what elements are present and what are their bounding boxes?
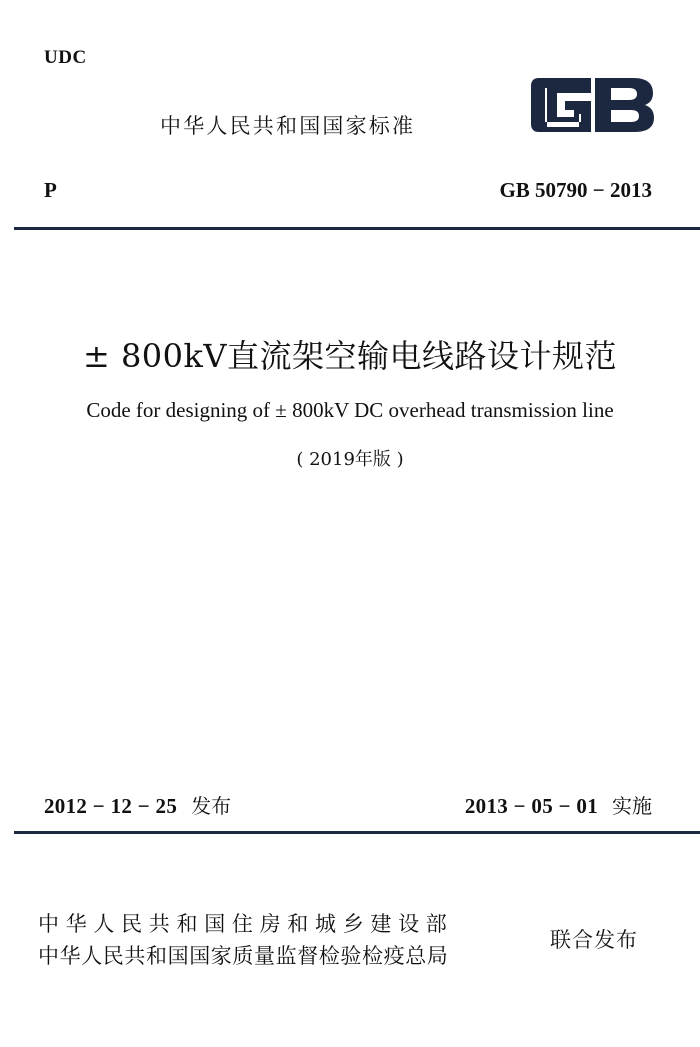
standard-number: GB 50790 − 2013 <box>499 178 652 202</box>
issue-label: 发布 <box>191 794 232 818</box>
logo-g-letter <box>531 78 591 132</box>
issuer-ministry-housing: 中华人民共和国住房和城乡建设部 <box>38 912 454 936</box>
top-divider <box>14 227 700 230</box>
effective-date: 2013 − 05 − 01 <box>464 794 598 818</box>
issue-date-group <box>44 790 231 819</box>
title-english: Code for designing of ± 800kV DC overhead transmission line <box>86 398 614 422</box>
org-title: 中华人民共和国国家标准 <box>160 114 416 138</box>
joint-issue-label: 联合发布 <box>550 928 638 952</box>
logo-b-letter <box>595 78 654 132</box>
title-chinese: ± 800kV直流架空输电线路设计规范 <box>82 337 618 375</box>
bottom-divider <box>14 831 700 834</box>
issue-date: 2012 − 12 − 25 <box>44 794 178 818</box>
edition-label: ( 2019年版 ) <box>296 449 404 470</box>
effective-label: 实施 <box>612 794 652 818</box>
gb-logo-graphic <box>529 72 656 138</box>
category-code: P <box>44 178 57 202</box>
effective-date-group <box>465 790 652 819</box>
issuer-aqsiq: 中华人民共和国国家质量监督检验检疫总局 <box>38 944 449 968</box>
gb-logo <box>529 72 656 138</box>
udc-label: UDC <box>44 47 87 68</box>
